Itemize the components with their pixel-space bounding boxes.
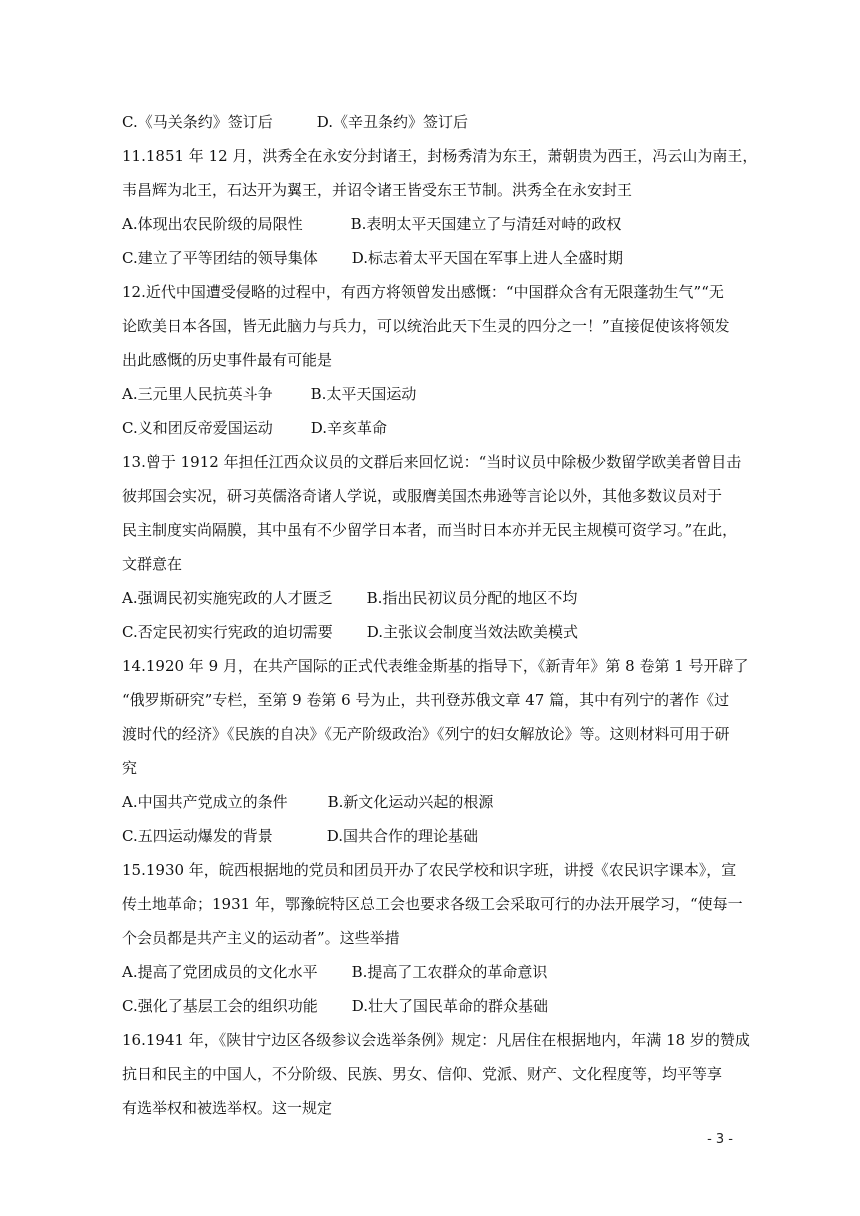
- q14-options-row-1: [122, 792, 738, 812]
- q16-stem-line-3: 有选举权和被选举权。这一规定: [122, 1099, 333, 1117]
- q11-options-row-1: [122, 214, 738, 234]
- q12-option-b: B.太平天国运动: [310, 385, 417, 403]
- q14-option-d: D.国共合作的理论基础: [326, 827, 478, 845]
- q16-stem-line-1: 16.1941 年，《陕甘宁边区各级参议会选举条例》规定：凡居住在根据地内，年满 18 岁的赞成: [122, 1031, 750, 1049]
- q13-option-c: C.否定民初实行宪政的迫切需要: [122, 623, 333, 641]
- page-number: - 3 -: [707, 1132, 733, 1147]
- q13-option-b: B.指出民初议员分配的地区不均: [366, 589, 578, 607]
- q12-options-row-1: [122, 384, 738, 404]
- q11-option-c: C.建立了平等团结的领导集体: [122, 249, 318, 267]
- q10-option-c: C.《马关条约》签订后: [122, 113, 273, 131]
- q11-options-row-2: [122, 248, 738, 268]
- q15-stem-line-3: 个会员都是共产主义的运动者”。这些举措: [122, 929, 400, 947]
- q13-option-d: D.主张议会制度当效法欧美模式: [366, 623, 578, 641]
- q11-option-d: D.标志着太平天国在军事上进人全盛时期: [351, 249, 623, 267]
- q13-options-row-1: [122, 588, 738, 608]
- q14-option-a: A.中国共产党成立的条件: [122, 793, 288, 811]
- q13-stem-line-2: 彼邦国会实况，研习英儒洛奇诸人学说，或服膺美国杰弗逊等言论以外，其他多数议员对于: [122, 487, 723, 505]
- q10-options-row: [122, 112, 738, 132]
- q12-stem-line-1: 12.近代中国遭受侵略的过程中，有西方将领曾发出感慨：“中国群众含有无限蓬勃生气”“无: [122, 283, 724, 301]
- q15-option-c: C.强化了基层工会的组织功能: [122, 997, 318, 1015]
- q11-stem-line-2: 韦昌辉为北王，石达开为翼王，并诏令诸王皆受东王节制。洪秀全在永安封王: [122, 181, 633, 199]
- q14-stem-line-3: 渡时代的经济》《民族的自决》《无产阶级政治》《列宁的妇女解放论》等。这则材料可用于研: [122, 725, 730, 743]
- q12-options-row-2: [122, 418, 738, 438]
- q15-stem-line-2: 传土地革命；1931 年，鄂豫皖特区总工会也要求各级工会采取可行的办法开展学习，“使每一: [122, 895, 743, 913]
- q15-options-row-2: [122, 996, 738, 1016]
- q14-stem-line-4: 究: [122, 759, 138, 777]
- q14-options-row-2: [122, 826, 738, 846]
- q10-option-d: D.《辛丑条约》签订后: [316, 113, 468, 131]
- q14-option-c: C.五四运动爆发的背景: [122, 827, 273, 845]
- q16-stem-line-2: 抗日和民主的中国人，不分阶级、民族、男女、信仰、党派、财产、文化程度等，均平等享: [122, 1065, 723, 1083]
- q13-stem-line-3: 民主制度实尚隔膜，其中虽有不少留学日本者，而当时日本亦并无民主规模可资学习。”在此，: [122, 521, 738, 539]
- q12-option-a: A.三元里人民抗英斗争: [122, 385, 273, 403]
- q13-option-a: A.强调民初实施宪政的人才匮乏: [122, 589, 333, 607]
- q11-option-a: A.体现出农民阶级的局限性: [122, 215, 303, 233]
- q13-options-row-2: [122, 622, 738, 642]
- q15-options-row-1: [122, 962, 738, 982]
- q12-option-d: D.辛亥革命: [310, 419, 387, 437]
- q15-option-b: B.提高了工农群众的革命意识: [351, 963, 548, 981]
- q15-stem-line-1: 15.1930 年，皖西根据地的党员和团员开办了农民学校和识字班，讲授《农民识字课本》，宣: [122, 861, 737, 879]
- q14-option-b: B.新文化运动兴起的根源: [327, 793, 494, 811]
- q14-stem-line-1: 14.1920 年 9 月，在共产国际的正式代表维金斯基的指导下，《新青年》第 8 卷第 1 号开辟了: [122, 657, 749, 675]
- q15-option-a: A.提高了党团成员的文化水平: [122, 963, 318, 981]
- q11-stem-line-1: 11.1851 年 12 月，洪秀全在永安分封诸王，封杨秀清为东王，萧朝贵为西王，冯云山为南王，: [122, 147, 758, 165]
- q15-option-d: D.壮大了国民革命的群众基础: [351, 997, 548, 1015]
- q12-option-c: C.义和团反帝爱国运动: [122, 419, 273, 437]
- q12-stem-line-2: 论欧美日本各国，皆无此脑力与兵力，可以统治此天下生灵的四分之一！”直接促使该将领发: [122, 317, 730, 335]
- q12-stem-line-3: 出此感慨的历史事件最有可能是: [122, 351, 333, 369]
- q13-stem-line-1: 13.曾于 1912 年担任江西众议员的文群后来回忆说：“当时议员中除极少数留学欧美者曾目击: [122, 453, 742, 471]
- q13-stem-line-4: 文群意在: [122, 555, 183, 573]
- q14-stem-line-2: “俄罗斯研究”专栏，至第 9 卷第 6 号为止，共刊登苏俄文章 47 篇，其中有列宁的著作《过: [122, 691, 730, 709]
- q11-option-b: B.表明太平天国建立了与清廷对峙的政权: [350, 215, 622, 233]
